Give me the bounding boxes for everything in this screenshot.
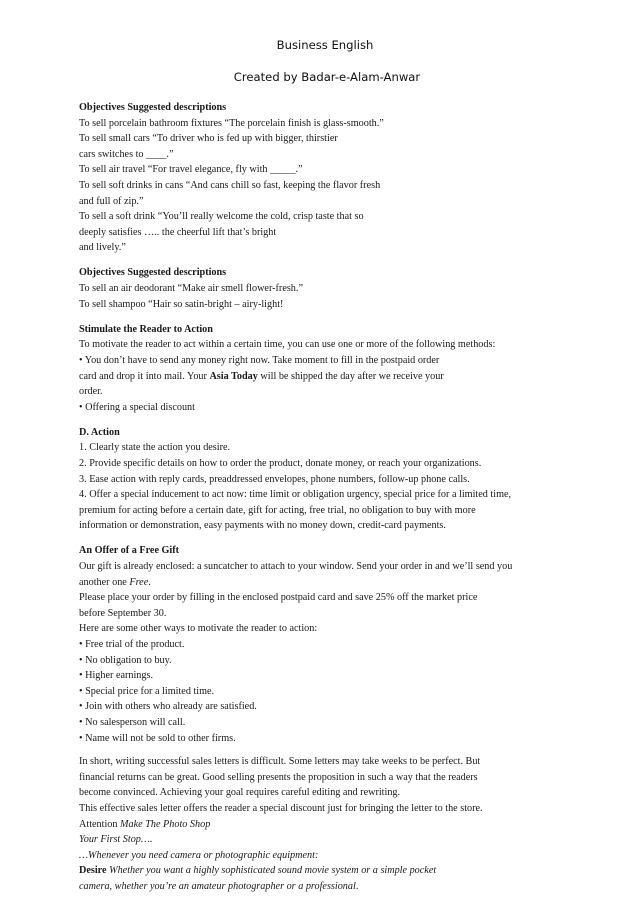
paragraph-line: …Whenever you need camera or photographic equipment:	[79, 849, 319, 861]
list-item: 2. Provide specific details on how to order the product, donate money, or reach your organizations.	[79, 457, 482, 469]
paragraph-line: information or demonstration, easy payments with no money down, credit-card payments.	[79, 520, 446, 532]
list-item: 4. Offer a special inducement to act now: time limit or obligation urgency, special price for a limited time,	[79, 489, 512, 501]
paragraph-line: card and drop it into mail. Your Asia Today will be shipped the day after we receive your	[79, 370, 444, 382]
publication-name: Asia Today	[209, 370, 258, 382]
bullet-item: • No salesperson will call.	[79, 716, 186, 728]
paragraph-line: become convinced. Achieving your goal requires careful editing and rewriting.	[79, 787, 401, 799]
bullet-item: • Special price for a limited time.	[79, 685, 215, 697]
bullet-item: • Offering a special discount	[79, 401, 195, 413]
paragraph-line: Your First Stop….	[79, 834, 153, 846]
paragraph-line: before September 30.	[79, 607, 167, 619]
paragraph-line: and lively.”	[79, 242, 126, 254]
paragraph-line: camera, whether you’re an amateur photographer or a professional.	[79, 880, 359, 892]
section-heading: D. Action	[79, 426, 120, 438]
bullet-item: • No obligation to buy.	[79, 654, 172, 666]
paragraph-line: To sell soft drinks in cans “And cans chill so fast, keeping the flavor fresh	[79, 179, 381, 191]
section-heading: Stimulate the Reader to Action	[79, 323, 213, 335]
paragraph-line: Attention Make The Photo Shop	[79, 818, 211, 830]
list-item: 1. Clearly state the action you desire.	[79, 442, 231, 454]
paragraph-line: Desire Whether you want a highly sophisticated sound movie system or a simple pocket	[79, 865, 437, 877]
paragraph-line: To sell an air deodorant “Make air smell flower-fresh.”	[79, 283, 303, 295]
paragraph-line: To sell shampoo “Hair so satin-bright – airy-light!	[79, 298, 284, 310]
document-title: Business English	[276, 38, 374, 52]
paragraph-line: another one Free.	[79, 576, 151, 588]
list-item: 3. Ease action with reply cards, preaddressed envelopes, phone numbers, follow-up phone calls.	[79, 473, 470, 485]
paragraph-line: To sell porcelain bathroom fixtures “The porcelain finish is glass-smooth.”	[79, 117, 384, 129]
paragraph-line: To sell small cars “To driver who is fed up with bigger, thirstier	[79, 133, 338, 145]
paragraph-line: deeply satisfies ….. the cheerful lift that’s bright	[79, 226, 277, 238]
document-body	[79, 100, 579, 895]
section-heading: An Offer of a Free Gift	[79, 545, 180, 557]
paragraph-line: To sell a soft drink “You’ll really welcome the cold, crisp taste that so	[79, 211, 364, 223]
bullet-item: • Name will not be sold to other firms.	[79, 732, 236, 744]
paragraph-line: This effective sales letter offers the reader a special discount just for bringing the letter to the store.	[79, 802, 483, 814]
paragraph-line: To sell air travel “For travel elegance, fly with _____.”	[79, 164, 303, 176]
section-heading: Objectives Suggested descriptions	[79, 267, 227, 279]
section-heading: Objectives Suggested descriptions	[79, 102, 227, 113]
bullet-item: • Join with others who already are satisfied.	[79, 701, 257, 713]
bullet-item: • You don’t have to send any money right now. Take moment to fill in the postpaid order	[79, 354, 440, 366]
bullet-item: • Higher earnings.	[79, 670, 154, 682]
paragraph-line: order.	[79, 386, 103, 398]
document-author: Created by Badar-e-Alam-Anwar	[233, 70, 421, 84]
paragraph-line: premium for acting before a certain date, gift for acting, free trial, no obligation to buy with more	[79, 504, 476, 516]
paragraph-line: financial returns can be great. Good selling presents the proposition in such a way that the readers	[79, 771, 478, 783]
paragraph-line: To motivate the reader to act within a certain time, you can use one or more of the following methods:	[79, 339, 496, 351]
paragraph-line: cars switches to ____.”	[79, 148, 174, 160]
paragraph-line: Please place your order by filling in the enclosed postpaid card and save 25% off the market price	[79, 592, 478, 604]
paragraph-line: Our gift is already enclosed: a suncatcher to attach to your window. Send your order in and we’ll send you	[79, 561, 513, 573]
paragraph-line: In short, writing successful sales letters is difficult. Some letters may take weeks to be perfect. But	[79, 756, 481, 768]
paragraph-line: Here are some other ways to motivate the reader to action:	[79, 623, 318, 635]
paragraph-line: and full of zip.”	[79, 195, 144, 207]
bullet-item: • Free trial of the product.	[79, 639, 185, 650]
